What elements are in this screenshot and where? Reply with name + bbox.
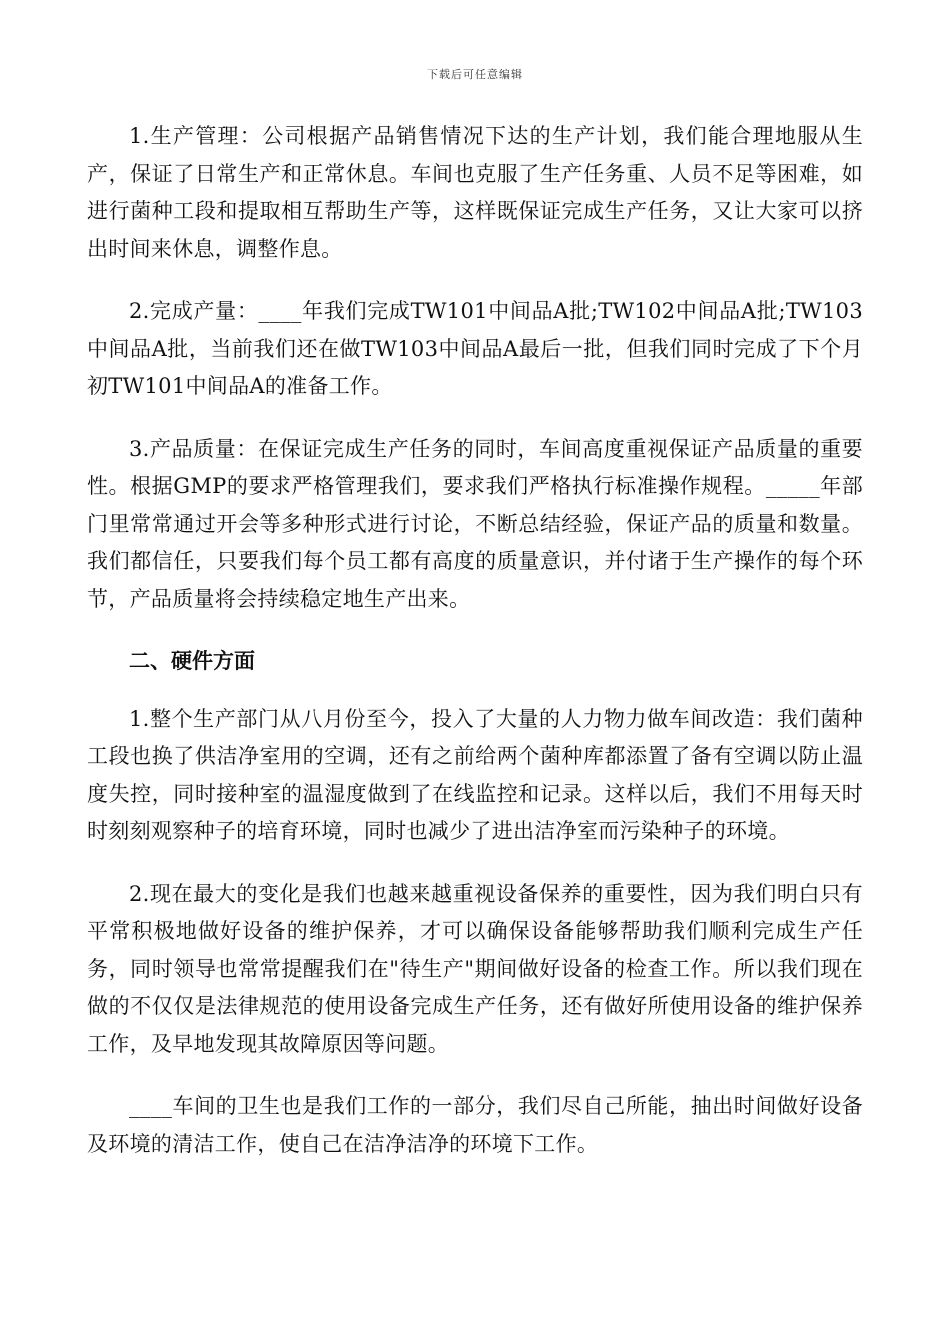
paragraph-workshop-renovation: 1.整个生产部门从八月份至今，投入了大量的人力物力做车间改造：我们菌种工段也换了供洁净室用的空调，还有之前给两个菌种库都添置了备有空调以防止温度失控，同时接种室的温湿度做到了在线监控和记录。这样以后，我们不用每天时时刻刻观察种子的培育环境，同时也减少了进出洁净室而污染种子的环境。 [87, 706, 863, 843]
paragraph-quality: 3.产品质量：在保证完成生产任务的同时，车间高度重视保证产品质量的重要性。根据GMP的要求严格管理我们，要求我们严格执行标准操作规程。_____年部门里常常通过开会等多种形式进行讨论，不断总结经验，保证产品的质量和数量。我们都信任，只要我们每个员工都有高度的质量意识，并付诸于生产操作的每个环节，产品质量将会持续稳定地生产出来。 [87, 436, 863, 611]
paragraph-output: 2.完成产量：____年我们完成TW101中间品A批;TW102中间品A批;TW103中间品A批，当前我们还在做TW103中间品A最后一批，但我们同时完成了下个月初TW101中间品A的准备工作。 [87, 299, 863, 398]
paragraph-hygiene: ____车间的卫生也是我们工作的一部分，我们尽自己所能，抽出时间做好设备及环境的清洁工作，使自己在洁净洁净的环境下工作。 [87, 1094, 863, 1156]
document-body [87, 118, 863, 1188]
paragraph-production-management: 1.生产管理：公司根据产品销售情况下达的生产计划，我们能合理地服从生产，保证了日常生产和正常休息。车间也克服了生产任务重、人员不足等困难，如进行菌种工段和提取相互帮助生产等，这样既保证完成生产任务，又让大家可以挤出时间来休息，调整作息。 [87, 124, 863, 261]
paragraph-equipment-maintenance: 2.现在最大的变化是我们也越来越重视设备保养的重要性，因为我们明白只有平常积极地做好设备的维护保养，才可以确保设备能够帮助我们顺利完成生产任务，同时领导也常常提醒我们在"待生产"期间做好设备的检查工作。所以我们现在做的不仅仅是法律规范的使用设备完成生产任务，还有做好所使用设备的维护保养工作，及早地发现其故障原因等问题。 [87, 881, 863, 1056]
header-note: 下载后可任意编辑 [427, 68, 523, 81]
section-heading-hardware: 二、硬件方面 [129, 649, 255, 673]
